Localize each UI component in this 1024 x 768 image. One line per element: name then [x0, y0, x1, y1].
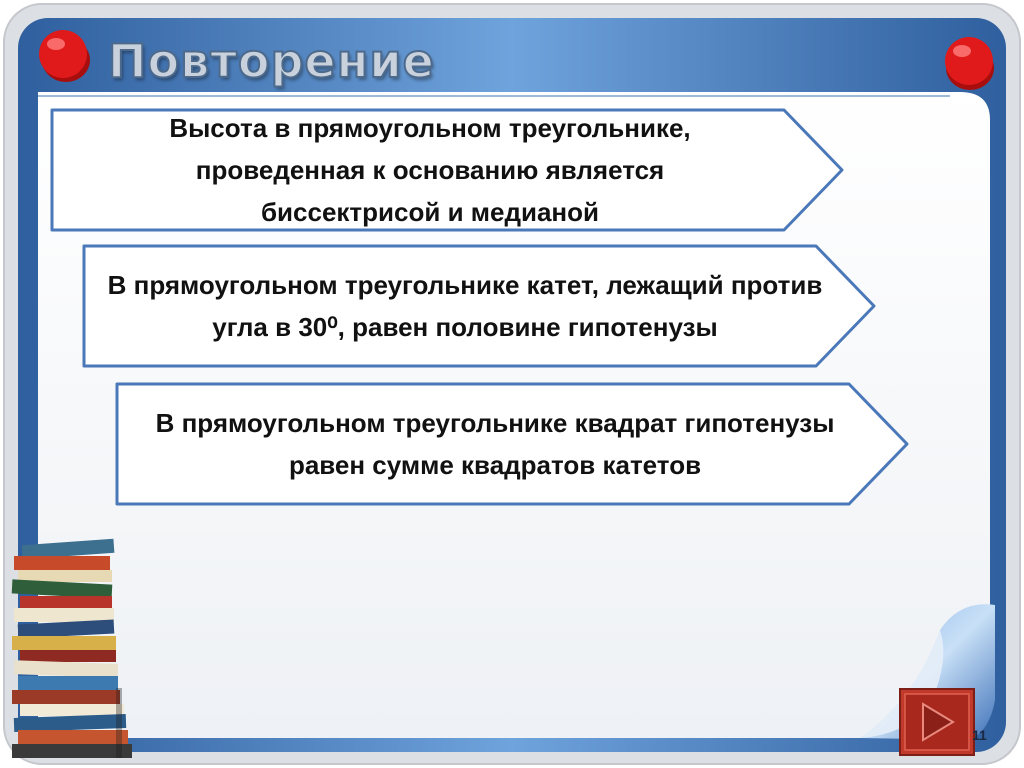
play-arrow-icon: [899, 688, 975, 756]
books-stack-icon: [8, 538, 140, 760]
pushpin-icon: [936, 28, 1002, 94]
statement-arrow-3: [115, 382, 909, 506]
slide-title: Повторение: [108, 34, 435, 88]
statement-arrow-1: [50, 108, 844, 232]
pushpin-icon: [30, 22, 96, 88]
statement-text-1: Высота в прямоугольном треугольнике, проведенная к основанию является биссектрисой и медианой: [169, 113, 691, 227]
statement-text-2: В прямоугольном треугольнике катет, лежащий против угла в 30⁰, равен половине гипотенузы: [107, 270, 823, 342]
statement-text-3: В прямоугольном треугольнике квадрат гипотенузы равен сумме квадратов катетов: [155, 408, 835, 480]
page-number: 11: [972, 727, 987, 743]
statement-arrow-2: [82, 244, 876, 368]
next-slide-button[interactable]: [899, 688, 975, 756]
